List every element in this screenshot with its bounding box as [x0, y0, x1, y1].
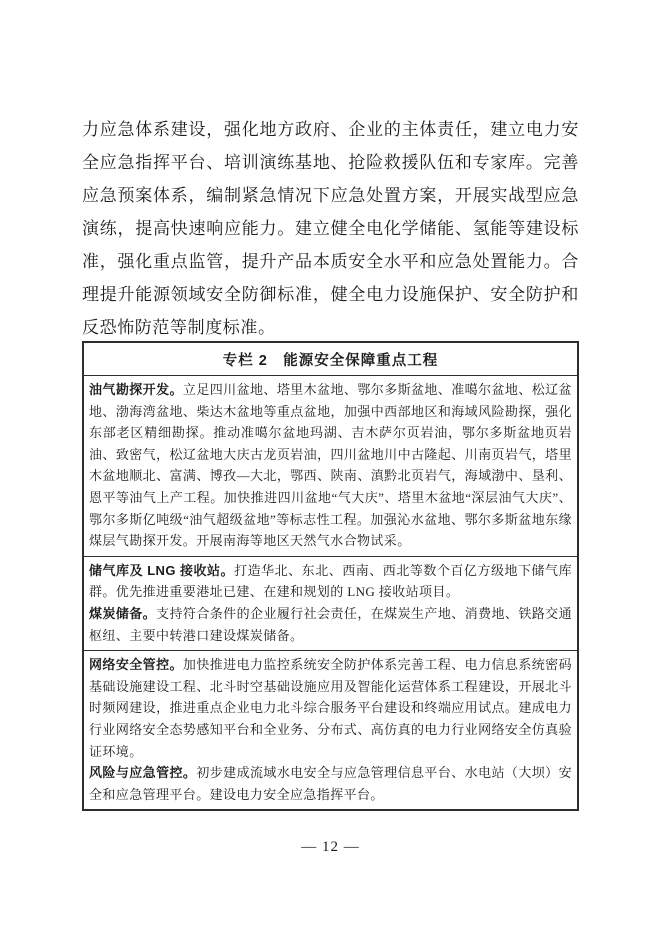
section-lead-gas-storage-lng: 储气库及 LNG 接收站。 [89, 562, 235, 578]
section-paragraph [89, 762, 572, 805]
feature-box-column-2 [82, 341, 579, 811]
section-paragraph [89, 603, 572, 646]
section-paragraph [89, 654, 572, 762]
box-section-storage-and-coal [84, 556, 577, 650]
section-text-gas-storage-lng: 打造华北、东北、西南、西北等数个百亿方级地下储气库群。优先推进重要港址已建、在建和规划的 LNG 接收站项目。 [89, 562, 572, 600]
section-paragraph [89, 379, 572, 552]
box-title: 专栏 2 能源安全保障重点工程 [84, 343, 577, 376]
section-text-risk-emergency: 初步建成流域水电安全与应急管理信息平台、水电站（大坝）安全和应急管理平台。建设电力安全应急指挥平台。 [89, 765, 573, 802]
box-section-network-and-risk [84, 650, 577, 809]
page-number: — 12 — [301, 839, 360, 855]
section-lead-coal-reserve: 煤炭储备。 [89, 605, 157, 621]
section-lead-risk-emergency: 风险与应急管控。 [89, 765, 197, 781]
section-lead-oil-gas: 油气勘探开发。 [89, 382, 183, 397]
section-text-oil-gas: 立足四川盆地、塔里木盆地、鄂尔多斯盆地、准噶尔盆地、松辽盆地、渤海湾盆地、柴达木盆地等重点盆地，加强中西部地区和海域风险勘探，强化东部老区精细勘探。推动准噶尔盆地玛湖、吉木萨尔页岩油，鄂尔多斯盆地页岩油、致密气，松辽盆地大庆古龙页岩油，四川盆地川中古隆起、川南页岩气，塔里木盆地顺北、富满、博孜—大北，鄂西、陕南、滇黔北页岩气，海域渤中、垦利、恩平等油气上产工程。加快推进四川盆地“气大庆”、塔里木盆地“深层油气大庆”、鄂尔多斯亿吨级“油气超级盆地”等标志性工程。加强沁水盆地、鄂尔多斯盆地东缘煤层气勘探开发。开展南海等地区天然气水合物试采。 [89, 382, 572, 549]
box-section-oil-gas-exploration [84, 376, 577, 556]
body-text-paragraph: 力应急体系建设，强化地方政府、企业的主体责任，建立电力安全应急指挥平台、培训演练基地、抢险救援队伍和专家库。完善应急预案体系，编制紧急情况下应急处置方案，开展实战型应急演练，提高快速响应能力。建立健全电化学储能、氢能等建设标准，强化重点监管，提升产品本质安全水平和应急处置能力。合理提升能源领域安全防御标准，健全电力设施保护、安全防护和反恐怖防范等制度标准。 [82, 120, 579, 337]
section-text-network-security: 加快推进电力监控系统安全防护体系完善工程、电力信息系统密码基础设施建设工程、北斗时空基础设施应用及智能化运营体系工程建设，开展北斗时频网建设，推进重点企业电力北斗综合服务平台建设和终端应用试点。建成电力行业网络安全态势感知平台和全业务、分布式、高仿真的电力行业网络安全仿真验证环境。 [89, 657, 572, 759]
section-lead-network-security: 网络安全管控。 [89, 657, 183, 673]
section-paragraph [89, 560, 572, 603]
section-text-coal-reserve: 支持符合条件的企业履行社会责任，在煤炭生产地、消费地、铁路交通枢纽、主要中转港口建设煤炭储备。 [89, 605, 572, 643]
